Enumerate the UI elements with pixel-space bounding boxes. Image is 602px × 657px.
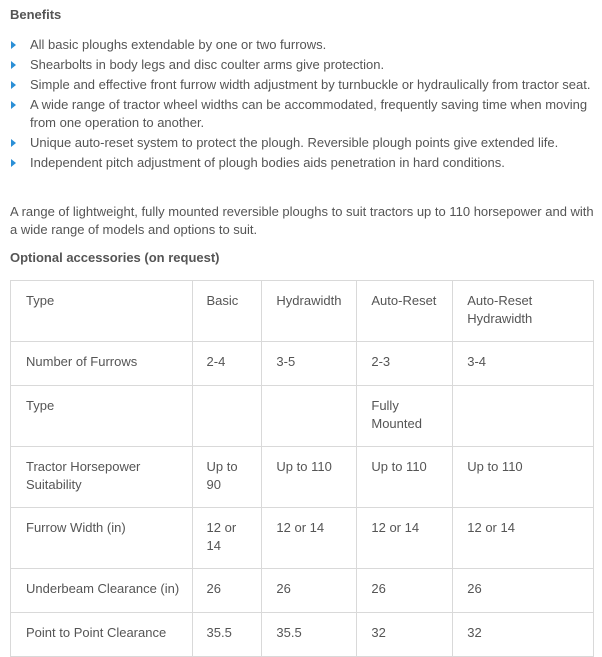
table-cell: 32: [357, 613, 453, 657]
table-cell: Point to Point Clearance: [11, 613, 193, 657]
list-item: [10, 56, 596, 74]
benefits-heading: Benefits: [10, 7, 62, 22]
table-cell: 12 or 14: [192, 508, 262, 569]
table-cell: 26: [192, 569, 262, 613]
table-cell: 26: [357, 569, 453, 613]
table-cell: Type: [11, 386, 193, 447]
list-item: [10, 36, 596, 54]
table-cell: Up to 90: [192, 447, 262, 508]
benefits-list: [10, 36, 596, 174]
table-cell: Underbeam Clearance (in): [11, 569, 193, 613]
table-row: [11, 508, 594, 569]
table-row: [11, 281, 594, 342]
table-row: [11, 342, 594, 386]
list-item: [10, 96, 596, 132]
list-item: [10, 154, 596, 172]
table-cell: 26: [453, 569, 594, 613]
intro-paragraph: A range of lightweight, fully mounted reversible ploughs to suit tractors up to 110 horsepower and with a wide range of models and options to suit.: [10, 204, 594, 237]
table-cell: 2-3: [357, 342, 453, 386]
table-cell: Hydrawidth: [262, 281, 357, 342]
table-cell: 35.5: [192, 613, 262, 657]
table-cell: 35.5: [262, 613, 357, 657]
table-cell: 3-5: [262, 342, 357, 386]
table-row: [11, 613, 594, 657]
table-cell: Up to 110: [453, 447, 594, 508]
table-cell: 26: [262, 569, 357, 613]
table-cell: [262, 386, 357, 447]
table-cell: Furrow Width (in): [11, 508, 193, 569]
table-cell: Auto-Reset: [357, 281, 453, 342]
table-row: [11, 386, 594, 447]
table-cell: 2-4: [192, 342, 262, 386]
table-cell: 3-4: [453, 342, 594, 386]
list-item-text: All basic ploughs extendable by one or two furrows.: [30, 37, 327, 52]
table-cell: 32: [453, 613, 594, 657]
list-item: [10, 76, 596, 94]
bullet-arrow-icon: [11, 41, 16, 49]
list-item-text: Independent pitch adjustment of plough bodies aids penetration in hard conditions.: [30, 155, 505, 170]
table-cell: Type: [11, 281, 193, 342]
table-cell: Basic: [192, 281, 262, 342]
bullet-arrow-icon: [11, 81, 16, 89]
table-row: [11, 447, 594, 508]
table-cell: 12 or 14: [262, 508, 357, 569]
spec-table: [10, 280, 594, 657]
list-item-text: Unique auto-reset system to protect the plough. Reversible plough points give extended life.: [30, 135, 559, 150]
bullet-arrow-icon: [11, 61, 16, 69]
table-cell: 12 or 14: [357, 508, 453, 569]
list-item-text: Simple and effective front furrow width adjustment by turnbuckle or hydraulically from tractor seat.: [30, 77, 591, 92]
table-cell: 12 or 14: [453, 508, 594, 569]
table-cell: Up to 110: [357, 447, 453, 508]
table-cell: Up to 110: [262, 447, 357, 508]
bullet-arrow-icon: [11, 159, 16, 167]
table-cell: [453, 386, 594, 447]
accessories-heading: Optional accessories (on request): [10, 250, 220, 265]
table-cell: Number of Furrows: [11, 342, 193, 386]
table-cell: [192, 386, 262, 447]
bullet-arrow-icon: [11, 139, 16, 147]
list-item: [10, 134, 596, 152]
table-cell: Auto-Reset Hydrawidth: [453, 281, 594, 342]
table-cell: Tractor Horsepower Suitability: [11, 447, 193, 508]
table-row: [11, 569, 594, 613]
bullet-arrow-icon: [11, 101, 16, 109]
table-cell: Fully Mounted: [357, 386, 453, 447]
list-item-text: Shearbolts in body legs and disc coulter arms give protection.: [30, 57, 385, 72]
list-item-text: A wide range of tractor wheel widths can be accommodated, frequently saving time when moving from one operation to another.: [30, 97, 588, 130]
